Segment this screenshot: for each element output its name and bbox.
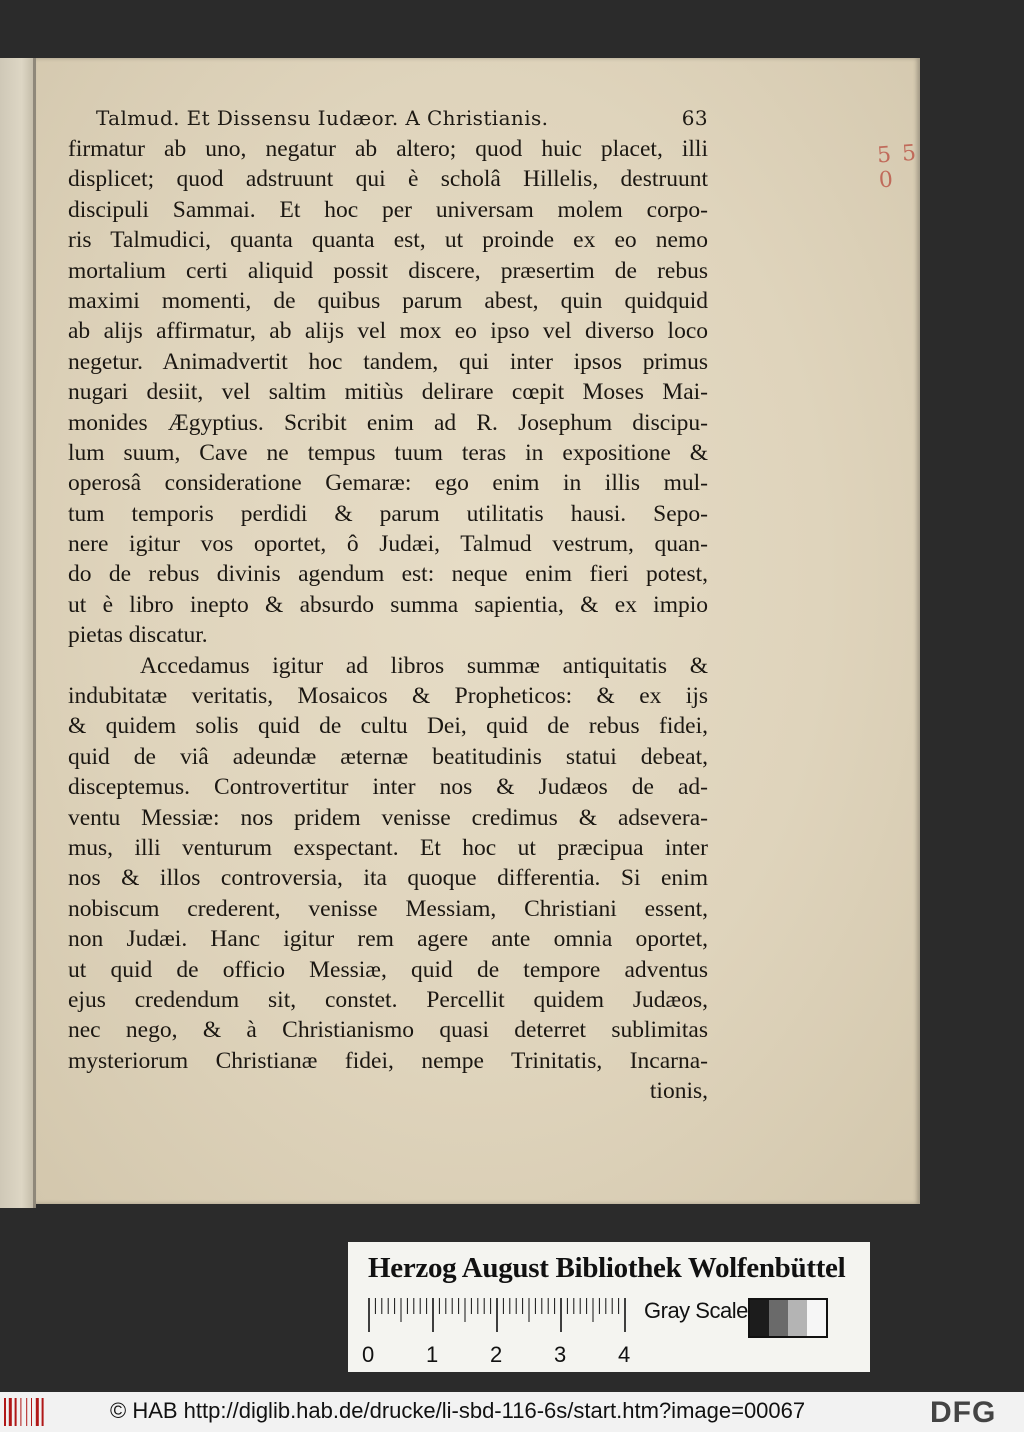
ruler-numbers (362, 1342, 632, 1366)
text-line: nugari desiit, vel saltim mitiùs delirare cœpit Moses Mai- (68, 379, 708, 406)
text-line: operosâ consideratione Gemaræ: ego enim in illis mul- (68, 470, 708, 497)
text-line: ut quid de officio Messiæ, quid de tempore adventus (68, 956, 708, 983)
ruler-number: 2 (490, 1342, 503, 1367)
gray-swatch (807, 1300, 826, 1336)
gray-swatch (769, 1300, 788, 1336)
footer-bar (0, 1392, 1024, 1432)
text-line: disceptemus. Controvertitur inter nos & Judæos de ad- (68, 774, 708, 801)
running-head (96, 106, 708, 130)
dfg-logo: DFG (930, 1396, 997, 1429)
text-line: non Judæi. Hanc igitur rem agere ante omnia oportet, (68, 926, 708, 953)
page-number: 63 (681, 106, 708, 130)
logo-bar (42, 1398, 44, 1426)
ruler-icon (368, 1298, 626, 1332)
text-line: ventu Messiæ: nos pridem venisse credimus & adsevera- (68, 804, 708, 831)
main-text (68, 134, 708, 1107)
logo-bar (4, 1398, 6, 1426)
text-line: mortalium certi aliquid possit discere, præsertim de rebus (68, 257, 708, 284)
text-line: tum temporis perdidi & parum utilitatis hausi. Sepo- (68, 500, 708, 527)
ruler-number: 0 (362, 1342, 375, 1367)
gray-scale-label: Gray Scale (644, 1298, 748, 1323)
text-line: displicet; quod adstruunt qui è scholâ Hillelis, destruunt (68, 166, 708, 193)
text-line: mysteriorum Christianæ fidei, nempe Trinitatis, Incarna- (68, 1047, 708, 1074)
text-line: ejus credendum sit, constet. Percellit quidem Judæos, (68, 986, 708, 1013)
logo-bar (15, 1398, 17, 1426)
gray-scale-swatches (748, 1298, 828, 1338)
text-line: monides Ægyptius. Scribit enim ad R. Josephum discipu- (68, 409, 708, 436)
gray-swatch (750, 1300, 769, 1336)
logo-bar (31, 1398, 32, 1426)
logo-bar (26, 1398, 27, 1426)
text-line: firmatur ab uno, negatur ab altero; quod huic placet, illi (68, 136, 708, 162)
text-line: do de rebus divinis agendum est: neque enim fieri potest, (68, 561, 708, 588)
text-line: nere igitur vos oportet, ô Judæi, Talmud vestrum, quan- (68, 531, 708, 558)
text-line: maximi momenti, de quibus parum abest, quin quidquid (68, 287, 708, 314)
running-head-title: Talmud. Et Dissensu Iudæor. A Christianis. (96, 106, 549, 130)
copyright-url[interactable]: © HAB http://diglib.hab.de/drucke/li-sbd-116-6s/start.htm?image=00067 (110, 1398, 806, 1423)
logo-bar (36, 1398, 39, 1426)
text-line: lum suum, Cave ne tempus tuum teras in expositione & (68, 439, 708, 466)
logo-bar (20, 1398, 21, 1426)
ruler-number: 4 (618, 1342, 631, 1367)
logo-bar (9, 1398, 12, 1426)
handwritten-folio-note: 5 5 0 (876, 140, 919, 194)
text-line: nobiscum crederent, venisse Messiam, Christiani essent, (68, 895, 708, 922)
text-line: indubitatæ veritatis, Mosaicos & Propheticos: & ex ijs (68, 683, 708, 710)
library-name: Herzog August Bibliothek Wolfenbüttel (368, 1252, 846, 1284)
text-line: pietas discatur. (68, 622, 208, 649)
ruler-number: 3 (554, 1342, 567, 1367)
text-line: & quidem solis quid de cultu Dei, quid de rebus fidei, (68, 713, 708, 740)
text-line: nos & illos controversia, ita quoque differentia. Si enim (68, 865, 708, 892)
text-line: ab alijs affirmatur, ab alijs vel mox eo ipso vel diverso loco (68, 318, 708, 345)
text-line: discipuli Sammai. Et hoc per universam molem corpo- (68, 196, 708, 223)
previous-page-edge (0, 58, 36, 1208)
text-line: negetur. Animadvertit hoc tandem, qui inter ipsos primus (68, 348, 708, 375)
library-color-card (348, 1242, 870, 1372)
ruler-number: 1 (426, 1342, 439, 1367)
text-line: Accedamus igitur ad libros summæ antiquitatis & (140, 652, 708, 679)
catchword: tionis, (649, 1078, 708, 1105)
text-line: quid de viâ adeundæ æternæ beatitudinis statui debeat, (68, 743, 708, 770)
text-line: mus, illi venturum exspectant. Et hoc ut præcipua inter (68, 834, 708, 861)
hab-logo-icon (4, 1398, 48, 1426)
text-line: nec nego, & à Christianismo quasi deterret sublimitas (68, 1017, 708, 1044)
text-line: ut è libro inepto & absurdo summa sapientia, & ex impio (68, 591, 708, 618)
text-line: ris Talmudici, quanta quanta est, ut proinde ex eo nemo (68, 227, 708, 254)
gray-swatch (788, 1300, 807, 1336)
